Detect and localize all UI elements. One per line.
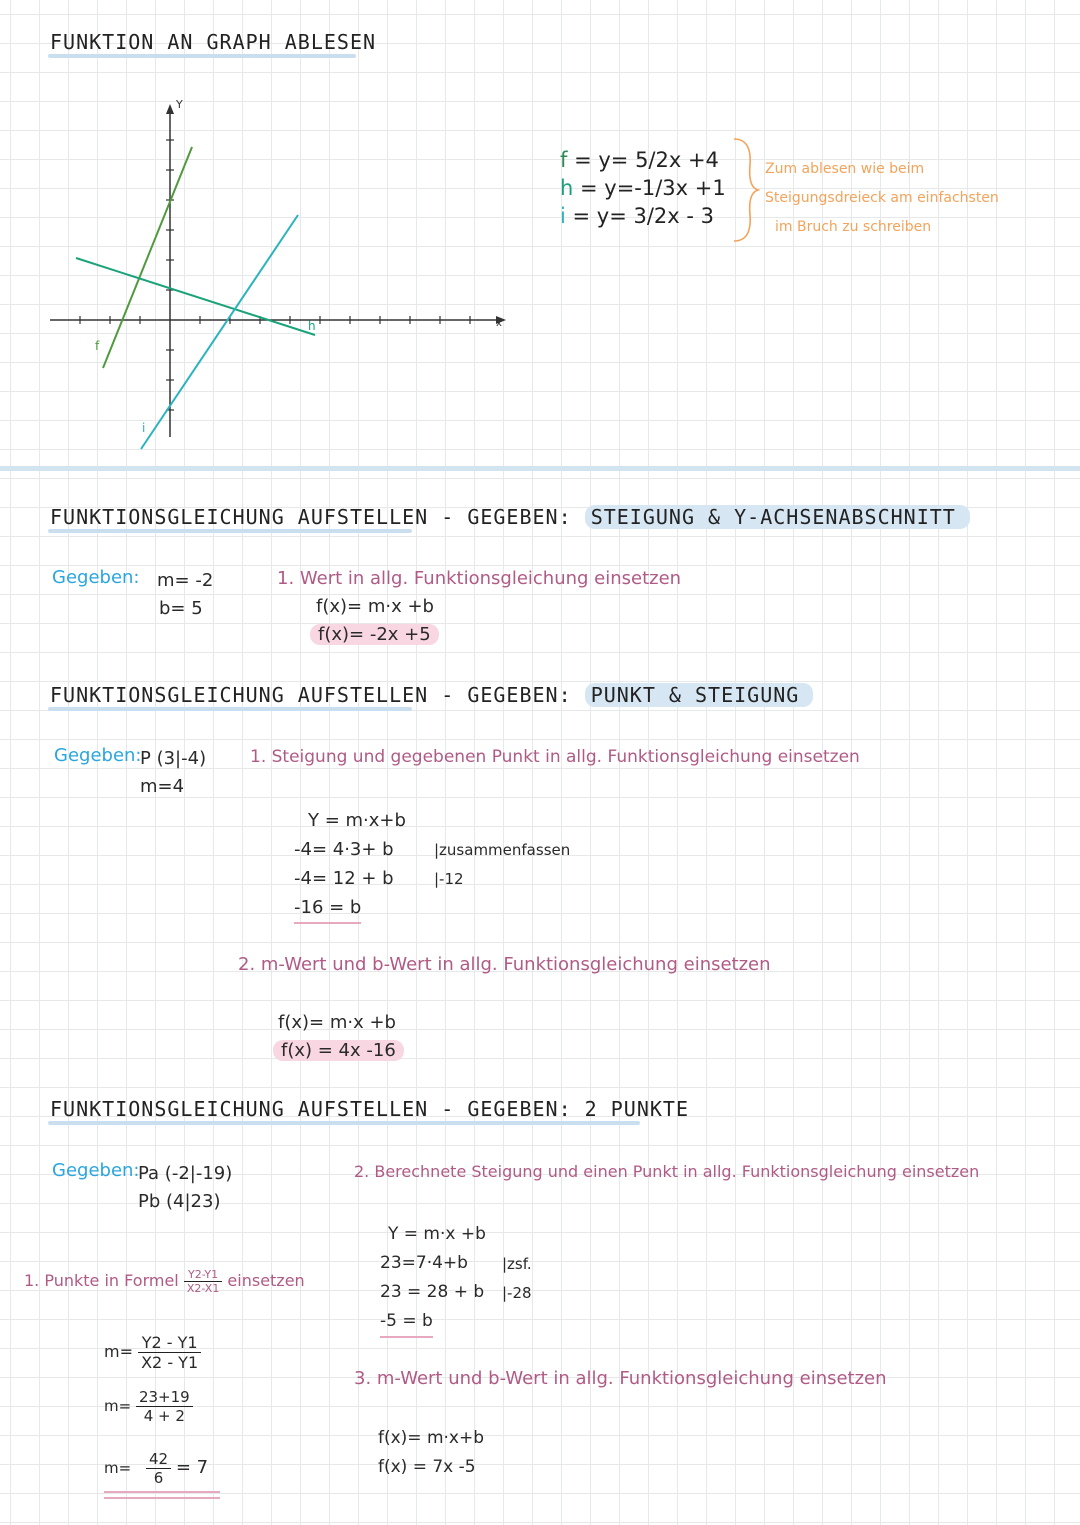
- section4-given-label: Gegeben:: [52, 1160, 140, 1181]
- curly-brace: [730, 135, 760, 245]
- note-line: Steigungsdreieck am einfachsten: [765, 190, 999, 206]
- section3-result: f(x) = 4x -16: [273, 1040, 404, 1061]
- equation-f: [560, 146, 726, 174]
- section2-title: [50, 505, 970, 529]
- section3-step1: 1. Steigung und gegebenen Punkt in allg. Funktionsgleichung einsetzen: [250, 747, 860, 767]
- note-line: im Bruch zu schreiben: [775, 219, 932, 235]
- fraction-numerator: Y2 - Y1: [138, 1333, 201, 1353]
- fraction-numerator: 42: [146, 1450, 171, 1469]
- label-f: f: [95, 339, 100, 353]
- section3-title: [50, 683, 813, 707]
- calc-note: |-28: [502, 1284, 532, 1302]
- slope-calc-3: [104, 1450, 208, 1487]
- equation-text: = y=-1/3x +1: [580, 176, 726, 200]
- calc-line: 23 = 28 + b: [380, 1282, 485, 1302]
- section3-calc-notes: [434, 836, 570, 894]
- note-line: Zum ablesen wie beim: [765, 161, 925, 177]
- step1-text-end: einsetzen: [227, 1271, 305, 1290]
- y-axis-label: Y: [176, 98, 183, 111]
- section2-title-plain: FUNKTIONSGLEICHUNG AUFSTELLEN - GEGEBEN:: [50, 505, 572, 529]
- section1-title: FUNKTION AN GRAPH ABLESEN: [50, 30, 377, 54]
- section3-step2: 2. m-Wert und b-Wert in allg. Funktionsgleichung einsetzen: [238, 954, 771, 975]
- section4-result: f(x) = 7x -5: [378, 1457, 476, 1477]
- section2-step1: 1. Wert in allg. Funktionsgleichung einsetzen: [277, 568, 682, 589]
- section-divider: [0, 466, 1080, 471]
- y-axis-arrow: [166, 104, 174, 114]
- calc-line: -4= 12 + b: [294, 868, 394, 889]
- equation-name: i: [560, 204, 566, 228]
- calc-note: |zsf.: [502, 1255, 532, 1273]
- label-h: h: [308, 319, 316, 333]
- calc-line: -4= 4·3+ b: [294, 839, 394, 860]
- calc-line: 23=7·4+b: [380, 1253, 468, 1273]
- fraction-denominator: X2-X1: [186, 1282, 220, 1295]
- slope-result-underline: [104, 1491, 220, 1493]
- given-point: P (3|-4): [140, 748, 207, 769]
- section2-title-highlight: STEIGUNG & Y-ACHSENABSCHNITT: [585, 505, 970, 529]
- section4-title-underline: [48, 1121, 640, 1125]
- calc-line-result: -5 = b: [380, 1307, 433, 1338]
- section2-title-underline: [48, 529, 412, 533]
- line-f: [103, 147, 192, 368]
- fraction-denominator: 6: [153, 1469, 164, 1487]
- slope-fraction-3: [146, 1450, 171, 1487]
- slope-formula-fraction: [184, 1268, 223, 1295]
- fraction-denominator: X2 - Y1: [141, 1353, 199, 1372]
- equation-h: [560, 174, 726, 202]
- equation-i: [560, 202, 726, 230]
- slope-fraction-1: [138, 1333, 201, 1372]
- equation-text: = y= 5/2x +4: [574, 148, 719, 172]
- section4-title: FUNKTIONSGLEICHUNG AUFSTELLEN - GEGEBEN: 2 PUNKTE: [50, 1097, 690, 1121]
- fraction-numerator: 23+19: [136, 1388, 193, 1407]
- section3-given: [140, 745, 206, 801]
- given-m: m= -2: [157, 570, 214, 591]
- calc-note: |zusammenfassen: [434, 841, 571, 859]
- section2-result: f(x)= -2x +5: [310, 624, 439, 645]
- label-i: i: [142, 421, 146, 435]
- m-label: m=: [104, 1397, 132, 1415]
- section4-step1: [24, 1268, 305, 1295]
- section2-given: [157, 567, 213, 623]
- section2-formula: f(x)= m·x +b: [316, 596, 434, 617]
- calc-line: Y = m·x+b: [308, 810, 406, 831]
- equation-text: = y= 3/2x - 3: [572, 204, 715, 228]
- given-b: b= 5: [159, 598, 203, 619]
- m-label: m=: [104, 1342, 133, 1361]
- section4-formula: f(x)= m·x+b: [378, 1428, 485, 1448]
- graph-note: [765, 155, 999, 242]
- equations-list: [560, 146, 726, 230]
- section3-title-highlight: PUNKT & STEIGUNG: [585, 683, 814, 707]
- step1-text: 1. Punkte in Formel: [24, 1271, 179, 1290]
- given-point-b: Pb (4|23): [138, 1191, 221, 1212]
- x-axis-label: x: [496, 318, 502, 329]
- section4-given: [138, 1160, 232, 1216]
- section4-step3: 3. m-Wert und b-Wert in allg. Funktionsgleichung einsetzen: [354, 1368, 887, 1389]
- section3-formula: f(x)= m·x +b: [278, 1012, 396, 1033]
- function-graph: [40, 95, 520, 460]
- fraction-numerator: Y2-Y1: [184, 1268, 223, 1282]
- slope-fraction-2: [136, 1388, 193, 1425]
- section3-title-plain: FUNKTIONSGLEICHUNG AUFSTELLEN - GEGEBEN:: [50, 683, 572, 707]
- calc-line-result: -16 = b: [294, 893, 361, 924]
- section3-title-underline: [48, 707, 412, 711]
- section1-title-underline: [48, 54, 356, 58]
- section2-given-label: Gegeben:: [52, 567, 140, 588]
- given-m: m=4: [140, 776, 185, 797]
- fraction-denominator: 4 + 2: [143, 1407, 185, 1425]
- equation-name: f: [560, 148, 568, 172]
- line-h: [76, 258, 315, 335]
- line-i: [141, 215, 298, 449]
- slope-result-underline: [104, 1497, 220, 1499]
- section3-given-label: Gegeben:: [54, 745, 142, 766]
- calc-note: |-12: [434, 870, 464, 888]
- section4-step2: 2. Berechnete Steigung und einen Punkt in allg. Funktionsgleichung einsetzen: [354, 1162, 980, 1181]
- given-point-a: Pa (-2|-19): [138, 1163, 233, 1184]
- section3-calc: [294, 806, 406, 924]
- equation-name: h: [560, 176, 574, 200]
- slope-result: = 7: [175, 1457, 209, 1478]
- m-label: m=: [104, 1459, 132, 1477]
- slope-calc-1: [104, 1333, 201, 1372]
- section4-calc: [380, 1220, 486, 1338]
- calc-line: Y = m·x +b: [388, 1224, 486, 1244]
- section4-calc-notes: [502, 1250, 532, 1308]
- slope-calc-2: [104, 1388, 193, 1425]
